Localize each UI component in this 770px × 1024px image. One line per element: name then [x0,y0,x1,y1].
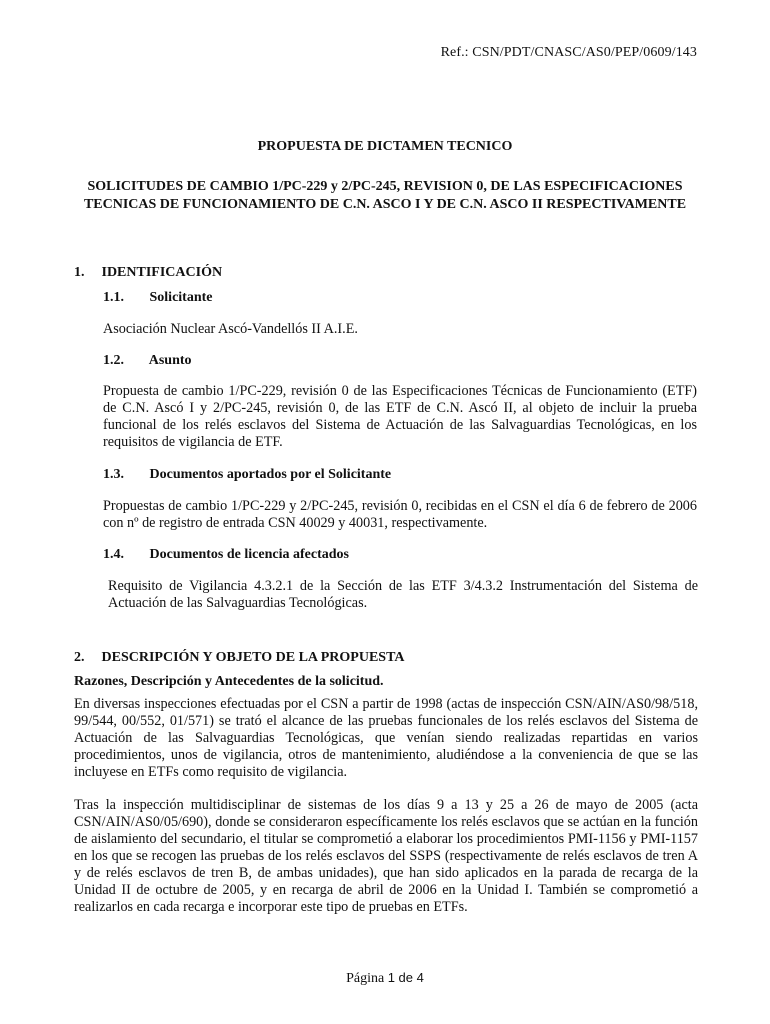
paragraph: Asociación Nuclear Ascó-Vandellós II A.I.E. [103,321,358,337]
paragraph: En diversas inspecciones efectuadas por el CSN a partir de 1998 (actas de inspección CSN/AIN/AS0/98/518, 99/544, 00/552, 01/571) se trató el alcance de las pruebas funcionales de los relés esclavos del Sistema de Actuación de las Salvaguardias Tecnológicas, que venían siendo realizadas repartidas en varios procedimientos, unos de vigilancia, otros de mantenimiento, aludiéndose a la conveniencia de que se las incluyese en ETFs como requisito de vigilancia. [74,696,698,780]
section-number: 1. [74,265,85,280]
subsection-title: Documentos aportados por el Solicitante [149,467,392,482]
section-2-paragraph-1 [74,696,698,781]
document-subtitle: SOLICITUDES DE CAMBIO 1/PC-229 y 2/PC-245, REVISION 0, DE LAS ESPECIFICACIONES TECNICAS DE FUNCIONAMIENTO DE C.N. ASCO I Y DE C.N. ASCO II RESPECTIVAMENTE [83,179,687,212]
subsection-title: Solicitante [149,290,213,305]
subsection-1-2-heading [103,352,192,369]
page-label: Página [346,971,385,986]
subsection-title: Documentos de licencia afectados [149,547,349,562]
section-title: DESCRIPCIÓN Y OBJETO DE LA PROPUESTA [101,650,405,665]
subsection-1-3-text [103,498,697,532]
subsection-1-1-text [103,321,697,338]
section-title: IDENTIFICACIÓN [101,265,223,280]
subsection-number: 1.1. [103,290,124,305]
paragraph: Tras la inspección multidisciplinar de sistemas de los días 9 a 13 y 25 a 26 de mayo de 2005 (acta CSN/AIN/AS0/05/690), donde se consideraron específicamente los relés esclavos que se actúan en la función de aislamiento del secundario, el titular se comprometió a elaborar los procedimientos PMI-1156 y PMI-1157 en los que se recogen las pruebas de los relés esclavos del SSPS (respectivamente de relés esclavos de tren A y de relés esclavos de tren B, de ambas unidades), que han sido aplicados en la parada de recarga de la Unidad II de octubre de 2005, y en recarga de abril de 2006 en la Unidad I. También se comprometió a realizarlos en cada recarga e incorporar este tipo de pruebas en ETFs. [74,797,698,915]
section-number: 2. [74,650,85,665]
paragraph: Propuestas de cambio 1/PC-229 y 2/PC-245, revisión 0, recibidas en el CSN el día 6 de febrero de 2006 con nº de registro de entrada CSN 40029 y 40031, respectivamente. [103,498,697,531]
subsection-number: 1.4. [103,547,124,562]
subsection-1-1-heading [103,289,213,306]
section-2-paragraph-2 [74,797,698,916]
section-2-subheading: Razones, Descripción y Antecedentes de la solicitud. [74,674,384,689]
subsection-number: 1.3. [103,467,124,482]
page-footer [0,969,770,987]
section-2-heading [74,649,405,666]
subsection-1-3-heading [103,466,391,483]
paragraph: Requisito de Vigilancia 4.3.2.1 de la Sección de las ETF 3/4.3.2 Instrumentación del Sistema de Actuación de las Salvaguardias Tecnológicas. [108,578,698,611]
paragraph: Propuesta de cambio 1/PC-229, revisión 0 de las Especificaciones Técnicas de Funcionamiento (ETF) de C.N. Ascó I y 2/PC-245, revisión 0, de las ETF de C.N. Ascó II, al objeto de incluir la prueba funcional de los relés esclavos del Sistema de Actuación de las Salvaguardias Tecnológicas, en los requisitos de vigilancia de ETF. [103,383,697,450]
subsection-1-4-heading [103,546,349,563]
subsection-1-2-text [103,383,697,451]
subsection-1-4-text [108,578,698,612]
document-title: PROPUESTA DE DICTAMEN TECNICO [257,139,513,154]
subsection-title: Asunto [148,353,192,368]
page-number: 1 de 4 [387,970,424,985]
subsection-number: 1.2. [103,353,124,368]
document-reference: Ref.: CSN/PDT/CNASC/AS0/PEP/0609/143 [440,45,697,60]
section-1-heading [74,264,222,281]
